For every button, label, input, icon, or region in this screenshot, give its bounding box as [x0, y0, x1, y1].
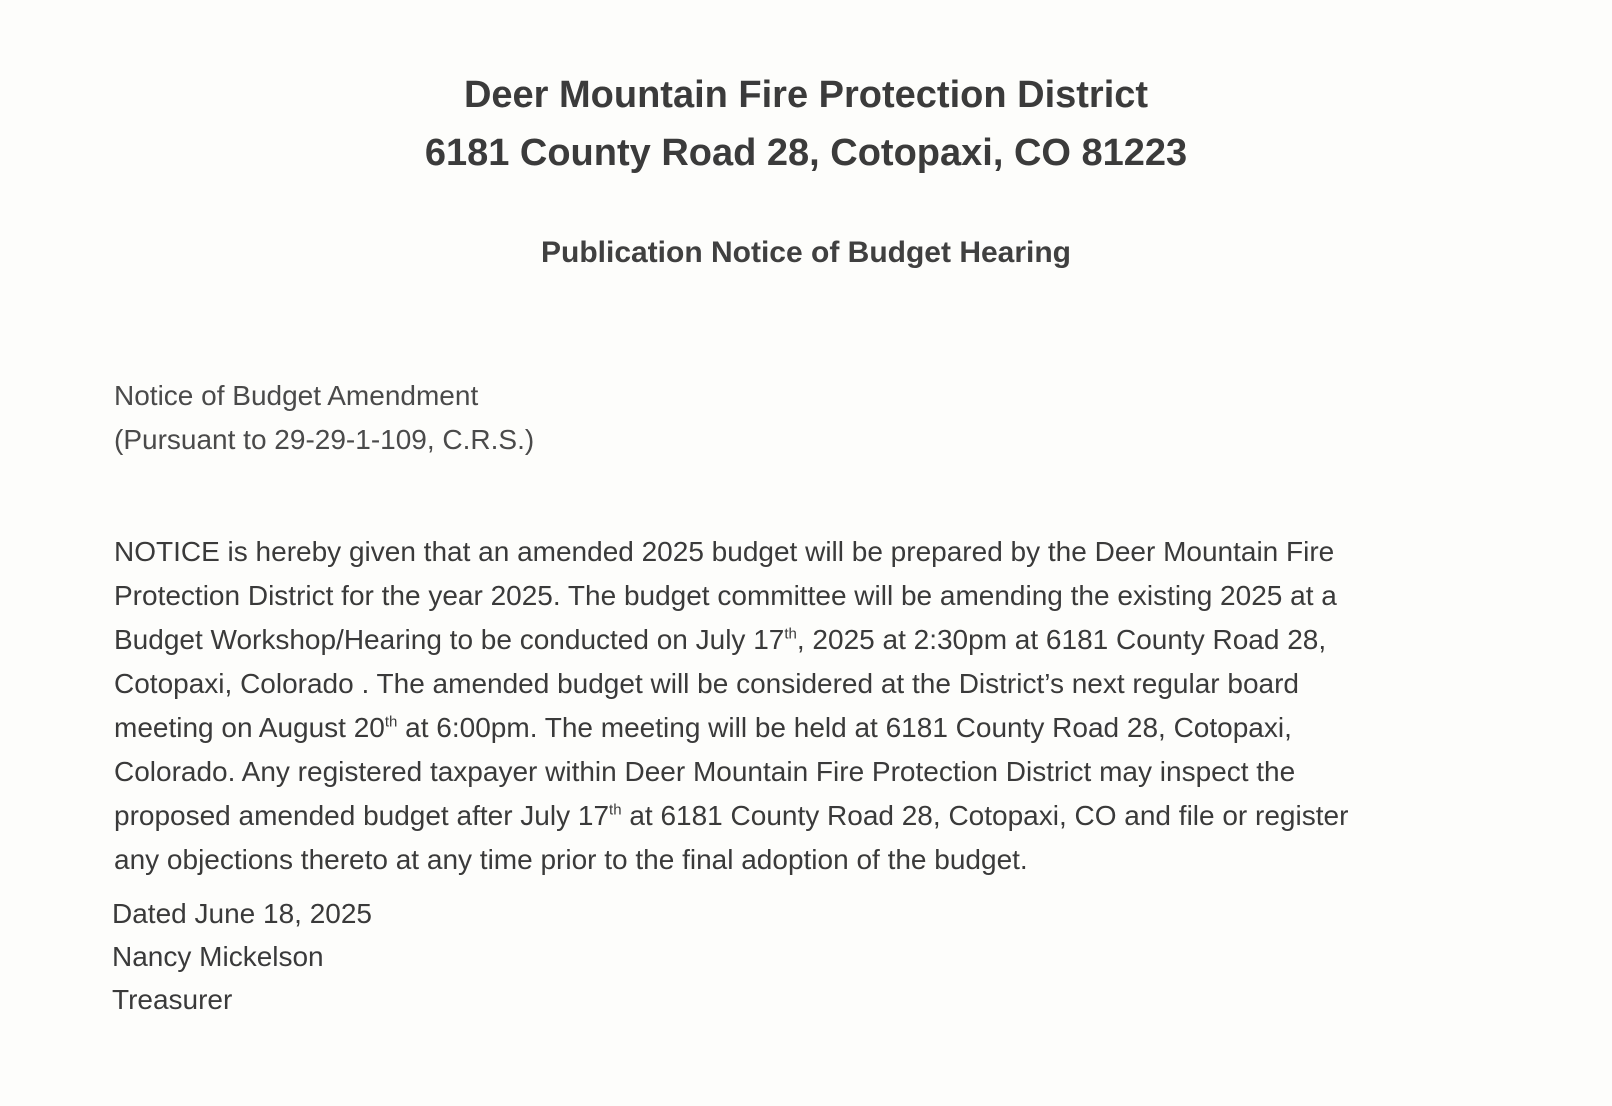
notice-line-6: Colorado. Any registered taxpayer within Deer Mountain Fire Protection District may inspect the	[114, 756, 1296, 787]
organization-address: 6181 County Road 28, Cotopaxi, CO 81223	[424, 132, 1188, 174]
publication-title: Publication Notice of Budget Hearing	[540, 236, 1072, 269]
signer-title: Treasurer	[112, 984, 233, 1015]
notice-line-7-text-a: proposed amended budget after July 17	[114, 800, 610, 831]
amendment-title: Notice of Budget Amendment	[114, 380, 479, 411]
ordinal-suffix: th	[609, 801, 622, 819]
notice-line-7-text-b: at 6181 County Road 28, Cotopaxi, CO and file or register	[621, 800, 1349, 831]
notice-line-2: Protection District for the year 2025. The budget committee will be amending the existing 2025 at a	[114, 580, 1337, 611]
notice-line-3-text-b: , 2025 at 2:30pm at 6181 County Road 28,	[796, 624, 1327, 655]
notice-line-8: any objections thereto at any time prior to the final adoption of the budget.	[114, 844, 1028, 875]
notice-line-3	[114, 618, 1544, 662]
notice-line-7	[114, 794, 1544, 838]
organization-name: Deer Mountain Fire Protection District	[463, 74, 1149, 116]
notice-line-5-text-b: at 6:00pm. The meeting will be held at 6181 County Road 28, Cotopaxi,	[397, 712, 1292, 743]
notice-line-1: NOTICE is hereby given that an amended 2025 budget will be prepared by the Deer Mountain Fire	[114, 536, 1335, 567]
ordinal-suffix: th	[784, 625, 797, 643]
dated-line: Dated June 18, 2025	[112, 898, 372, 929]
signature-block	[112, 892, 372, 1021]
amendment-statute: (Pursuant to 29-29-1-109, C.R.S.)	[114, 424, 535, 455]
signer-name: Nancy Mickelson	[112, 941, 324, 972]
notice-line-5	[114, 706, 1544, 750]
notice-line-4: Cotopaxi, Colorado . The amended budget will be considered at the District’s next regular board	[114, 668, 1299, 699]
notice-paragraph	[114, 530, 1544, 882]
notice-line-5-text-a: meeting on August 20	[114, 712, 385, 743]
notice-line-3-text-a: Budget Workshop/Hearing to be conducted on July 17	[114, 624, 785, 655]
amendment-block	[114, 374, 534, 462]
ordinal-suffix: th	[384, 713, 398, 731]
